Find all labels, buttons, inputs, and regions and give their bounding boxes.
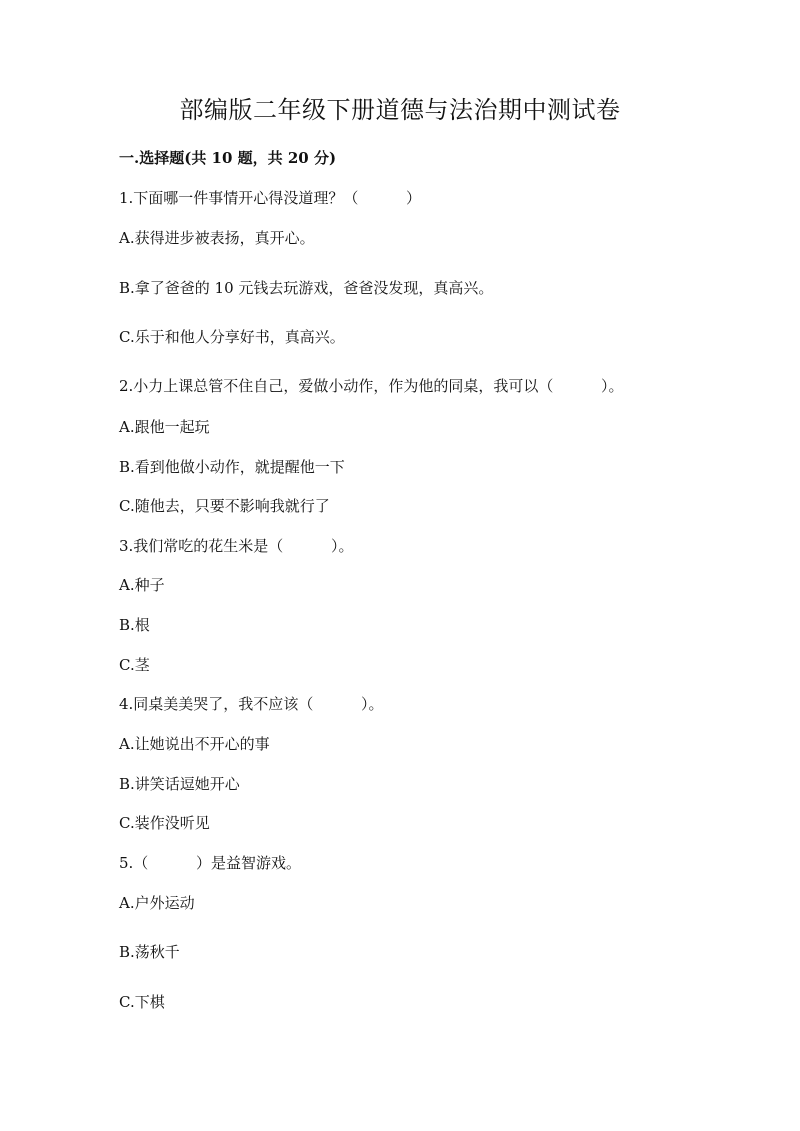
question-1-option-c: C.乐于和他人分享好书，真高兴。 — [119, 328, 345, 346]
question-5-option-b: B.荡秋千 — [119, 943, 180, 961]
question-2-option-c: C.随他去，只要不影响我就行了 — [119, 497, 330, 515]
question-3-option-b: B.根 — [119, 616, 150, 634]
question-4-stem: 4.同桌美美哭了，我不应该（ ）。 — [119, 695, 384, 713]
question-1-option-b: B.拿了爸爸的 10 元钱去玩游戏，爸爸没发现，真高兴。 — [119, 279, 494, 297]
question-5-stem: 5.（ ）是益智游戏。 — [119, 854, 301, 872]
section-heading: 一.选择题(共 10 题，共 20 分) — [119, 149, 337, 167]
question-5-option-c: C.下棋 — [119, 993, 165, 1011]
question-4-option-b: B.讲笑话逗她开心 — [119, 775, 240, 793]
question-5-option-a: A.户外运动 — [119, 894, 195, 912]
question-3-option-a: A.种子 — [119, 576, 165, 594]
question-4-option-c: C.装作没听见 — [119, 814, 210, 832]
question-2-option-b: B.看到他做小动作，就提醒他一下 — [119, 458, 345, 476]
page-title: 部编版二年级下册道德与法治期中测试卷 — [179, 96, 621, 124]
question-1-stem: 1.下面哪一件事情开心得没道理？（ ） — [119, 189, 421, 207]
question-4-option-a: A.让她说出不开心的事 — [119, 735, 270, 753]
question-1-option-a: A.获得进步被表扬，真开心。 — [119, 229, 315, 247]
question-3-stem: 3.我们常吃的花生米是（ ）。 — [119, 537, 354, 555]
question-3-option-c: C.茎 — [119, 656, 150, 674]
question-2-stem: 2.小力上课总管不住自己，爱做小动作，作为他的同桌，我可以（ ）。 — [119, 377, 624, 395]
question-2-option-a: A.跟他一起玩 — [119, 418, 210, 436]
